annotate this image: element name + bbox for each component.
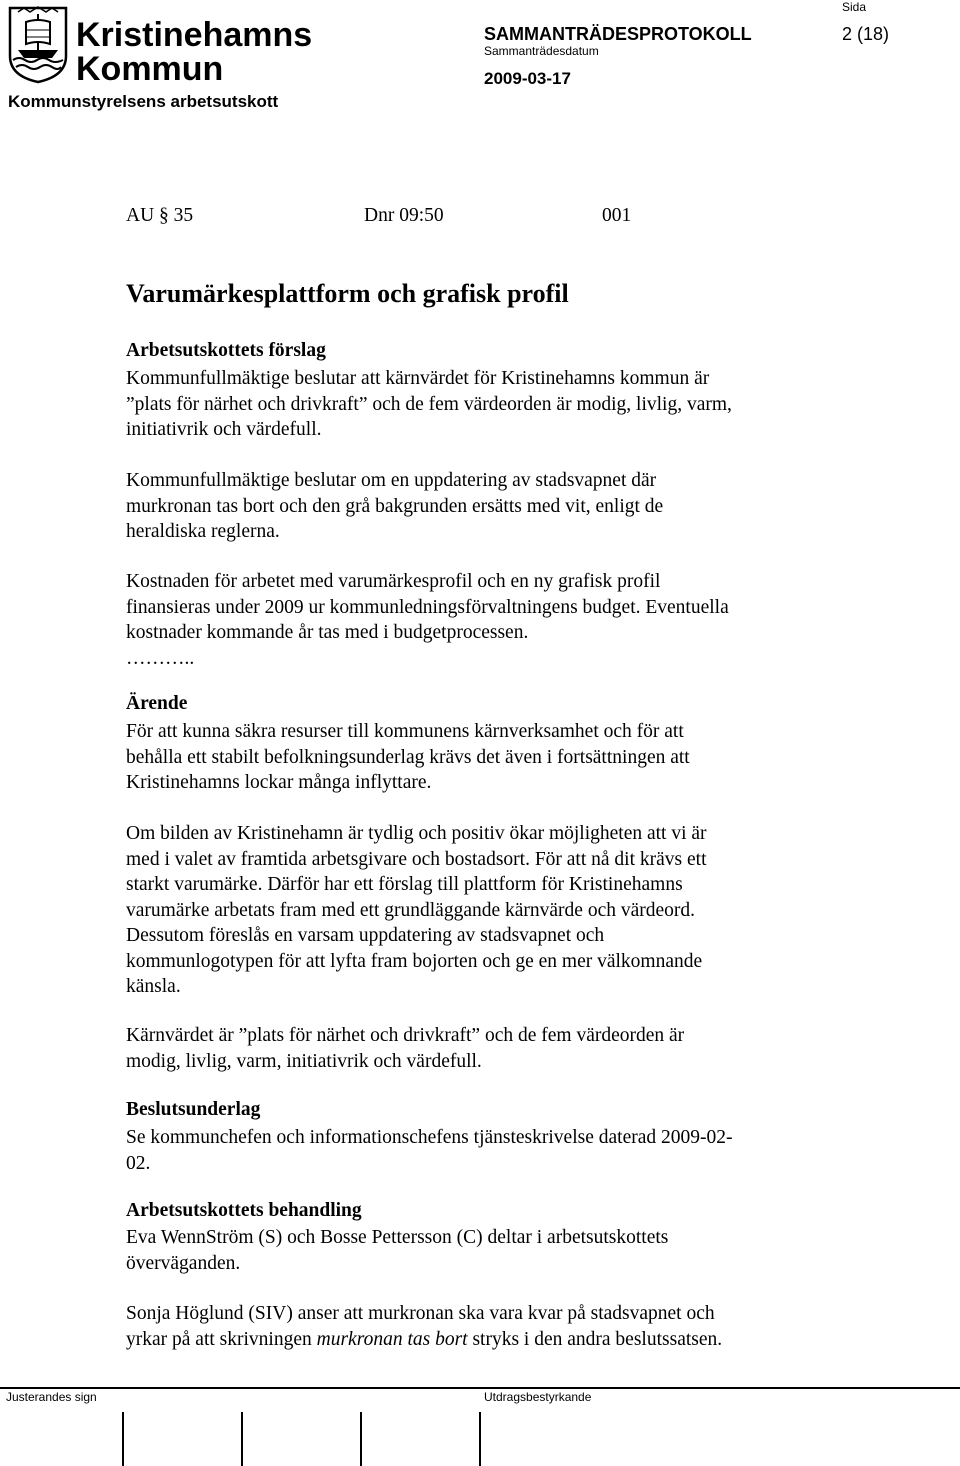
- page-number: 2 (18): [842, 24, 890, 44]
- text-line: Kostnaden för arbetet med varumärkesprofil och en ny grafisk profil: [126, 571, 661, 592]
- text-line: med i valet av framtida arbetsgivare och bostadsort. För att nå dit krävs ett: [126, 848, 707, 870]
- behandling-paragraph-1: [126, 1225, 826, 1276]
- text-line: Kommunfullmäktige beslutar att kärnvärdet för Kristinehamns kommun är: [126, 368, 710, 389]
- proposal-heading: Arbetsutskottets förslag: [126, 340, 326, 361]
- text-line: ”plats för närhet och drivkraft” och de fem värdeorden är modig, livlig, varm,: [126, 393, 732, 415]
- text-line: Kärnvärdet är ”plats för närhet och drivkraft” och de fem värdeorden är: [126, 1025, 685, 1046]
- text-line: finansieras under 2009 ur kommunledningsförvaltningens budget. Eventuella: [126, 596, 729, 618]
- logo-line1: Kristinehamns: [76, 16, 313, 54]
- extract-label: Utdragsbestyrkande: [484, 1390, 592, 1404]
- text-segment: yrkar på att skrivningen: [126, 1328, 317, 1350]
- logo-line2: Kommun: [76, 50, 224, 88]
- coat-of-arms-icon: [10, 7, 66, 82]
- text-line: Dessutom föreslås en varsam uppdatering av stadsvapnet och: [126, 925, 605, 946]
- proposal-paragraph-2: [126, 468, 826, 545]
- arende-paragraph-3: [126, 1023, 826, 1074]
- date-label: Sammanträdesdatum: [484, 44, 599, 58]
- text-line: känsla.: [126, 976, 181, 997]
- proposal-paragraph-1: [126, 366, 826, 443]
- text-line: överväganden.: [126, 1252, 241, 1274]
- dnr-number: Dnr 09:50: [364, 205, 444, 226]
- text-line: varumärke arbetats fram med ett grundläggande kärnvärde och värdeord.: [126, 899, 696, 921]
- arende-paragraph-1: [126, 719, 826, 796]
- text-line: murkronan tas bort och den grå bakgrunden ersätts med vit, enligt de: [126, 495, 664, 517]
- behandling-heading: Arbetsutskottets behandling: [126, 1200, 362, 1221]
- proposal-paragraph-3: [126, 569, 826, 671]
- beslutsunderlag-text: [126, 1125, 826, 1176]
- signature-box-divider: [122, 1412, 124, 1466]
- text-line: Kristinehamns lockar många inflyttare.: [126, 772, 432, 793]
- arende-paragraph-2: [126, 821, 826, 1000]
- kristinehamn-logo: [4, 4, 313, 88]
- text-line: starkt varumärke. Därför har ett förslag till plattform för Kristinehamns: [126, 874, 683, 895]
- signature-box-divider: [360, 1412, 362, 1466]
- text-line: Kommunfullmäktige beslutar om en uppdatering av stadsvapnet där: [126, 470, 657, 491]
- text-line: Om bilden av Kristinehamn är tydlig och positiv ökar möjligheten att vi är: [126, 823, 707, 844]
- au-number: AU § 35: [126, 205, 194, 226]
- text-line: initiativrik och värdefull.: [126, 419, 322, 440]
- case-code: 001: [602, 205, 632, 226]
- page-label: Sida: [842, 0, 867, 14]
- arende-heading: Ärende: [126, 693, 188, 714]
- footer-divider: [0, 1387, 960, 1389]
- text-line: Sonja Höglund (SIV) anser att murkronan ska vara kvar på stadsvapnet och: [126, 1303, 715, 1324]
- ellipsis: ………..: [126, 647, 195, 669]
- text-line: behålla ett stabilt befolkningsunderlag krävs det även i fortsättningen att: [126, 746, 690, 768]
- text-line: [126, 1327, 826, 1353]
- case-title: Varumärkesplattform och grafisk profil: [126, 279, 569, 308]
- text-line: heraldiska reglerna.: [126, 521, 280, 542]
- behandling-paragraph-2: [126, 1301, 826, 1352]
- text-segment: stryks i den andra beslutssatsen.: [467, 1328, 723, 1350]
- text-line: kommunlogotypen för att lyfta fram bojorten och ge en mer välkomnande: [126, 950, 703, 972]
- text-line: För att kunna säkra resurser till kommunens kärnverksamhet och för att: [126, 721, 684, 742]
- text-line: Eva WennStröm (S) och Bosse Pettersson (C) deltar i arbetsutskottets: [126, 1227, 669, 1248]
- text-line: Se kommunchefen och informationschefens tjänsteskrivelse daterad 2009-02-: [126, 1127, 733, 1148]
- text-line: 02.: [126, 1152, 151, 1174]
- sign-label: Justerandes sign: [6, 1390, 97, 1404]
- beslutsunderlag-heading: Beslutsunderlag: [126, 1099, 261, 1120]
- signature-box-divider: [241, 1412, 243, 1466]
- text-line: modig, livlig, varm, initiativrik och värdefull.: [126, 1050, 482, 1072]
- meeting-date: 2009-03-17: [484, 69, 571, 88]
- committee-name: Kommunstyrelsens arbetsutskott: [8, 92, 279, 111]
- document-type: SAMMANTRÄDESPROTOKOLL: [484, 24, 752, 44]
- signature-box-divider: [479, 1412, 481, 1466]
- italic-quote: murkronan tas bort: [316, 1328, 468, 1350]
- text-line: kostnader kommande år tas med i budgetprocessen.: [126, 622, 529, 643]
